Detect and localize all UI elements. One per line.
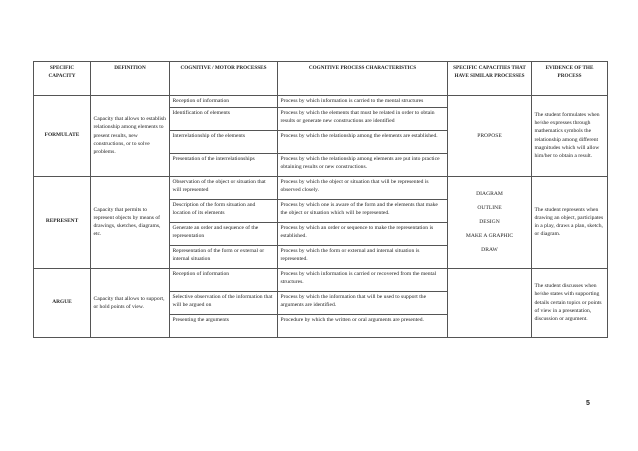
page-number: 5: [586, 400, 590, 407]
process-cell: Representation of the form or external or internal situation: [170, 245, 278, 268]
capacity-represent: REPRESENT: [34, 176, 91, 268]
capacity-argue: ARGUE: [34, 268, 91, 337]
header-characteristics: COGNITIVE PROCESS CHARACTERISTICS: [278, 62, 448, 96]
process-cell: Description of the form situation and location of its elements: [170, 199, 278, 222]
definition-argue: Capacity that allows to support, or hold points of view.: [91, 268, 170, 337]
evidence-formulate: The student formulates when he/she expresses through mathematics symbols the relationship among different magnitudes which will allow him/her to obtain a result.: [532, 95, 608, 176]
characteristic-cell: Process by which the elements that must be related in order to obtain results or generate new constructions are identified: [278, 107, 448, 130]
table-row: [34, 95, 608, 107]
header-definition: DEFINITION: [91, 62, 170, 96]
process-cell: Reception of information: [170, 95, 278, 107]
table-row: [34, 176, 608, 199]
characteristic-cell: Process by which an order or sequence to make the representation is established.: [278, 222, 448, 245]
similar-item: DIAGRAM: [476, 190, 503, 197]
similar-formulate: [448, 95, 532, 176]
process-cell: Reception of information: [170, 268, 278, 291]
characteristic-cell: Process by which the relationship among the elements are established.: [278, 130, 448, 153]
similar-item: OUTLINE: [477, 204, 502, 211]
similar-item: DESIGN: [479, 219, 500, 226]
header-similar: SPECIFIC CAPACITIES THAT HAVE SIMILAR PROCESSES: [448, 62, 532, 96]
characteristic-cell: Process by which the relationship among elements are put into practice obtaining results or new constructions.: [278, 153, 448, 176]
characteristic-cell: Process by which the information that will be used to support the arguments are identified.: [278, 291, 448, 314]
process-cell: Presentation of the interrelationships: [170, 153, 278, 176]
characteristic-cell: Process by which information is carried to the mental structures: [278, 95, 448, 107]
characteristic-cell: Process by which the object or situation that will be represented is observed closely.: [278, 176, 448, 199]
process-cell: Observation of the object or situation that will represented: [170, 176, 278, 199]
similar-item: PROPOSE: [477, 132, 502, 139]
definition-formulate: Capacity that allows to establish relationship among elements to present results, new constructions, or to solve problems.: [91, 95, 170, 176]
header-row: [34, 62, 608, 96]
similar-argue: [448, 268, 532, 337]
characteristic-cell: Process by which the form or external and internal situation is represented.: [278, 245, 448, 268]
characteristic-cell: Procedure by which the written or oral arguments are presented.: [278, 314, 448, 337]
header-evidence: EVIDENCE OF THE PROCESS: [532, 62, 608, 96]
evidence-represent: The student represents when drawing an object, participates in a play, draws a plan, sketch, or diagram.: [532, 176, 608, 268]
process-cell: Identification of elements: [170, 107, 278, 130]
similar-item: MAKE A GRAPHIC: [465, 233, 514, 240]
header-capacity: SPECIFIC CAPACITY: [34, 62, 91, 96]
process-cell: Presenting the arguments: [170, 314, 278, 337]
definition-represent: Capacity that permits to represent objects by means of drawings, sketches, diagrams, etc.: [91, 176, 170, 268]
evidence-argue: The student discusses when he/she states with supporting details certain topics or points of view in a presentation, discussion or argument.: [532, 268, 608, 337]
process-cell: Generate an order and sequence of the representation: [170, 222, 278, 245]
capacity-formulate: FORMULATE: [34, 95, 91, 176]
similar-represent: [448, 176, 532, 268]
characteristic-cell: Process by which one is aware of the form and the elements that make the object or situation which will be represented.: [278, 199, 448, 222]
process-cell: Selective observation of the information that will be argued on: [170, 291, 278, 314]
similar-item: DRAW: [481, 247, 498, 254]
header-processes: COGNITIVE / MOTOR PROCESSES: [170, 62, 278, 96]
process-cell: Interrelationship of the elements: [170, 130, 278, 153]
table-row: [34, 268, 608, 291]
capacities-table: [33, 61, 608, 338]
characteristic-cell: Process by which information is carried or recovered from the mental structures.: [278, 268, 448, 291]
